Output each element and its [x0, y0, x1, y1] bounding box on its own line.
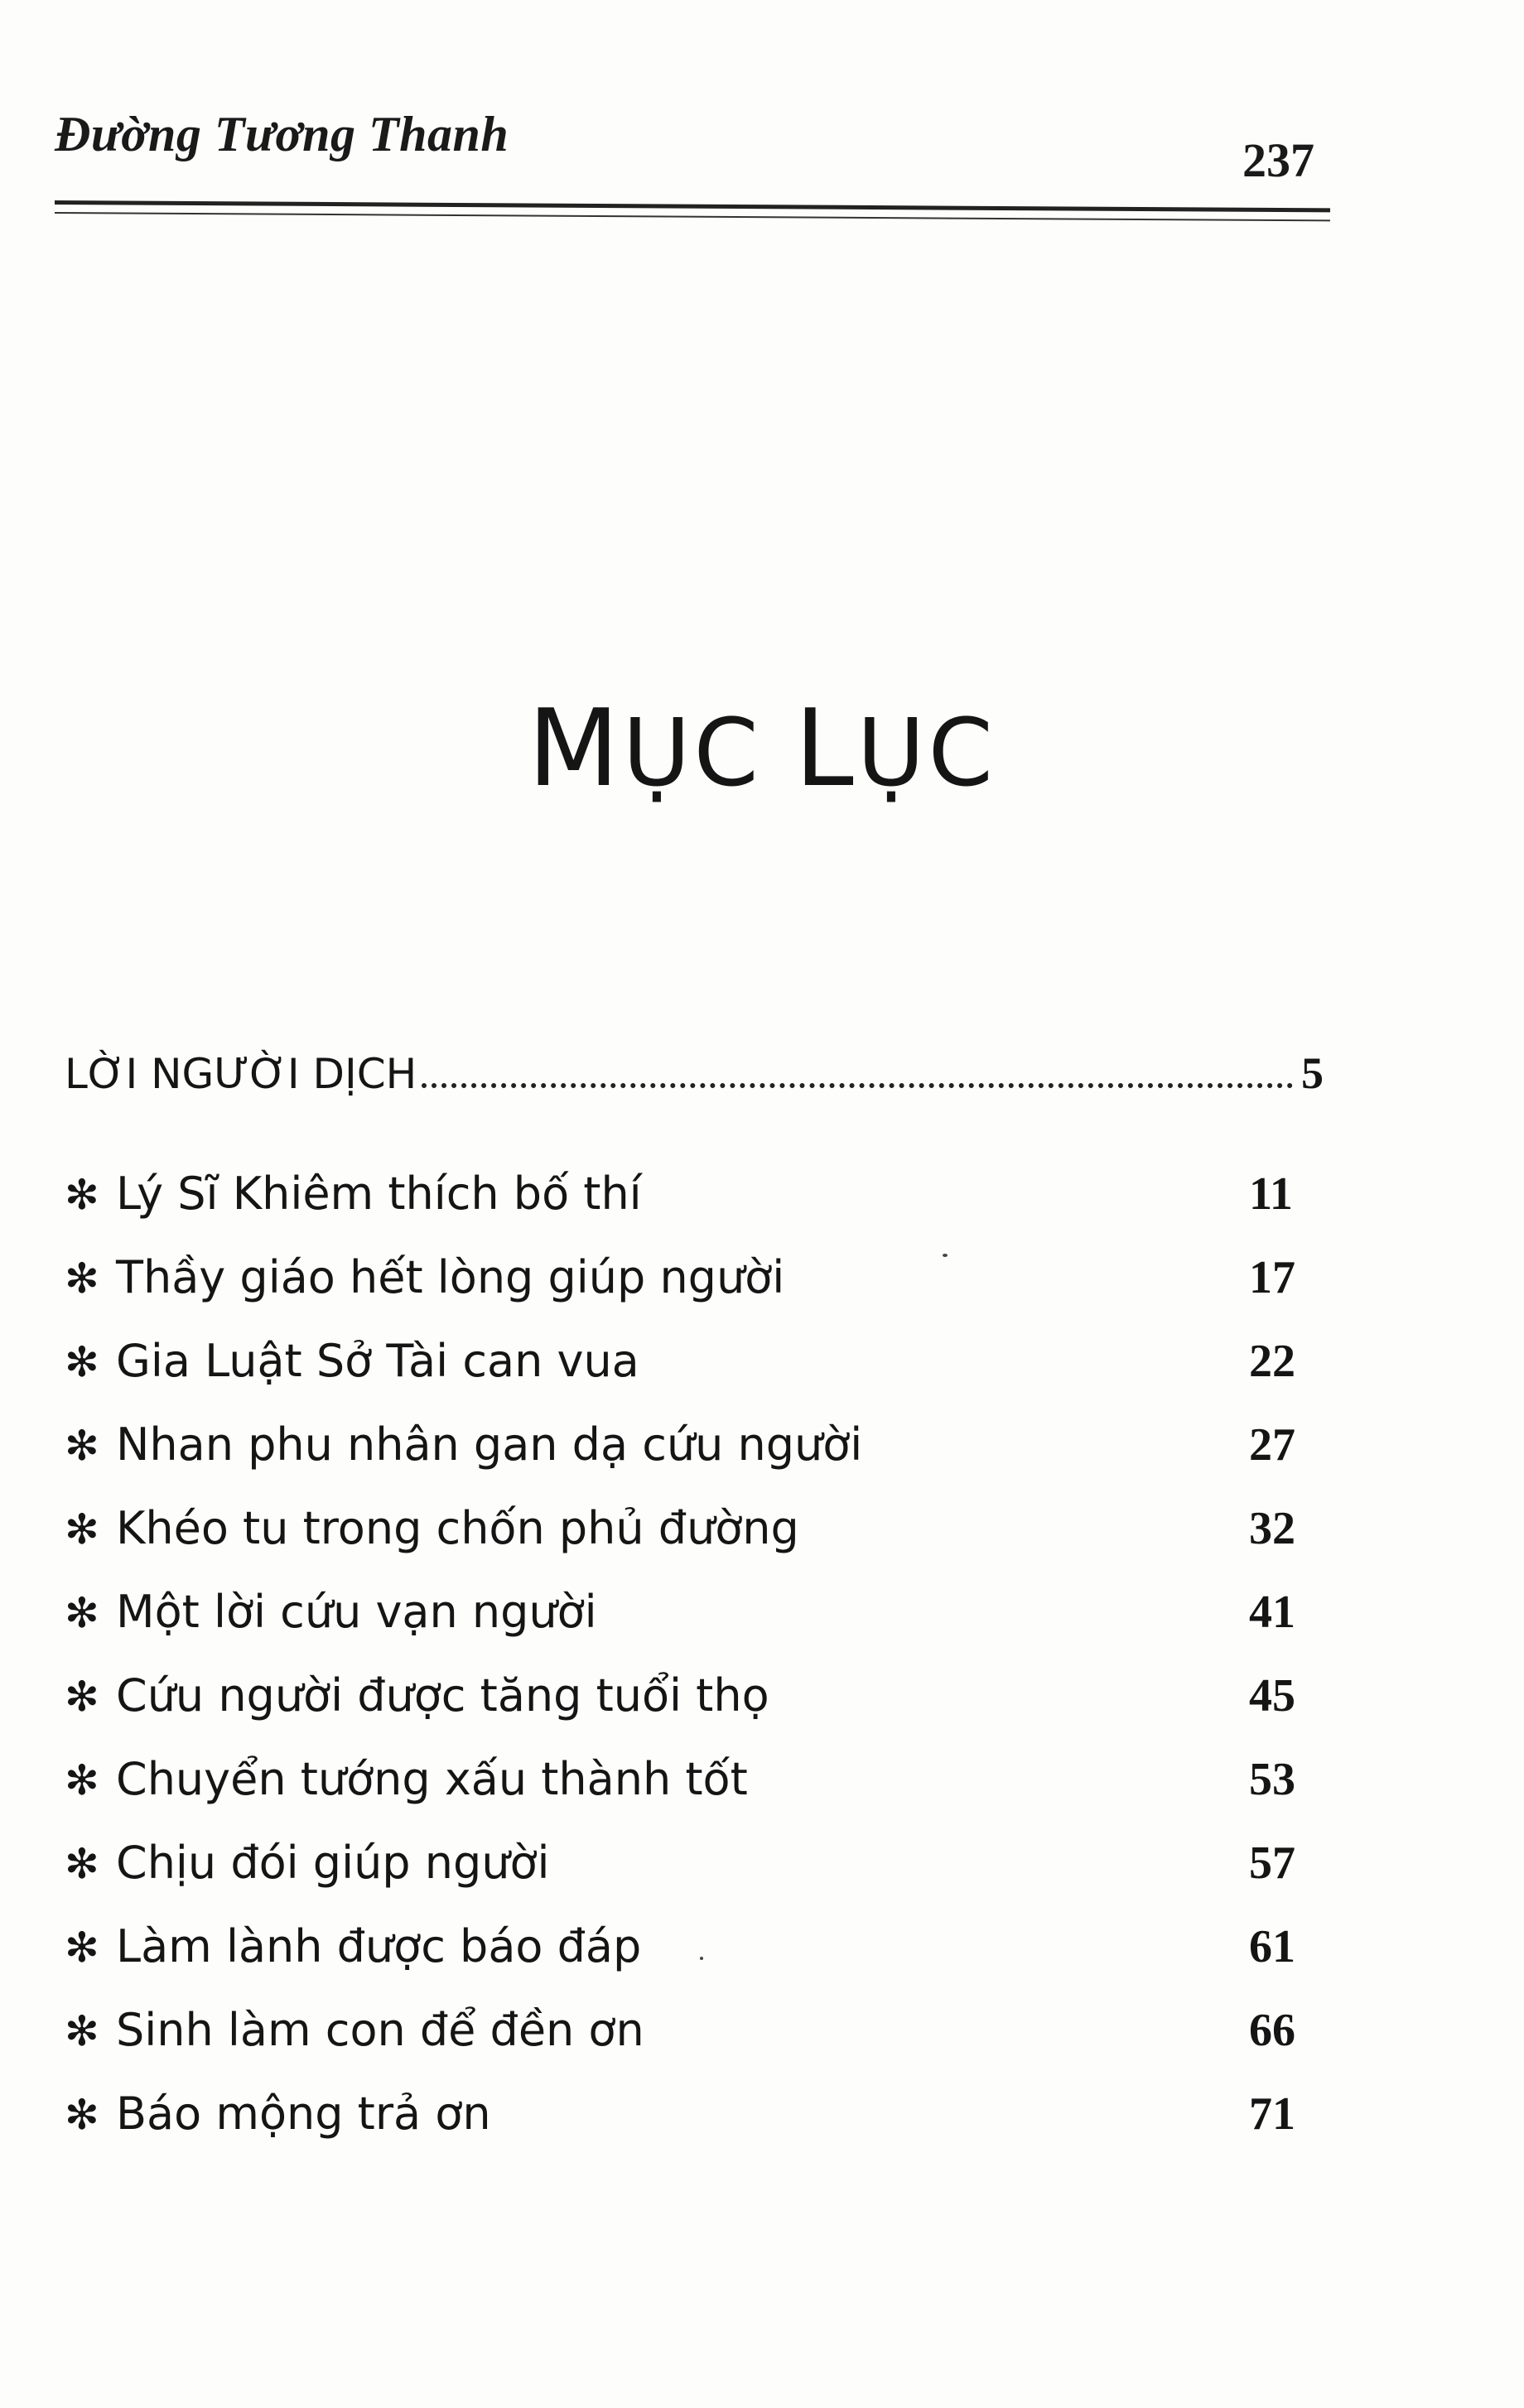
running-header-author: Đường Tương Thanh [55, 107, 509, 161]
toc-entry-title: Lý Sĩ Khiêm thích bố thí [116, 1168, 642, 1220]
toc-section-page: 5 [1301, 1048, 1324, 1098]
toc-entry[interactable] [65, 1586, 1324, 1669]
toc-entry-title: Cứu người được tăng tuổi thọ [116, 1669, 769, 1722]
header-rule-thin [55, 212, 1330, 221]
header-rule-thick [55, 200, 1330, 212]
asterisk-bullet-icon: ✻ [65, 1422, 99, 1470]
toc-entry[interactable] [65, 1418, 1324, 1502]
title-rest-2: ỤC [856, 700, 996, 807]
toc-entry-title: Nhan phu nhân gan dạ cứu người [116, 1418, 863, 1471]
toc-entry[interactable] [65, 1837, 1324, 1920]
toc-entry-page: 11 [1249, 1168, 1293, 1220]
toc-entry-page: 66 [1249, 2005, 1295, 2056]
toc-entry[interactable] [65, 1920, 1324, 2004]
asterisk-bullet-icon: ✻ [65, 1171, 99, 1219]
toc-list [65, 1168, 1324, 2171]
toc-entry-page: 61 [1249, 1921, 1295, 1972]
running-header-page-number: 237 [1242, 133, 1314, 187]
toc-entry-page: 53 [1249, 1754, 1295, 1805]
asterisk-bullet-icon: ✻ [65, 1673, 99, 1721]
page-title [0, 687, 1524, 811]
toc-entry[interactable] [65, 1502, 1324, 1586]
toc-entry-title: Chịu đói giúp người [116, 1837, 550, 1889]
asterisk-bullet-icon: ✻ [65, 1756, 99, 1804]
toc-entry[interactable] [65, 2004, 1324, 2088]
toc-entry-title: Chuyển tướng xấu thành tốt [116, 1753, 748, 1805]
toc-entry[interactable] [65, 1168, 1324, 1251]
asterisk-bullet-icon: ✻ [65, 1338, 99, 1386]
toc-entry-page: 45 [1249, 1670, 1295, 1722]
toc-entry[interactable] [65, 1251, 1324, 1335]
toc-entry-page: 57 [1249, 1837, 1295, 1889]
toc-entry-title: Gia Luật Sở Tài can vua [116, 1335, 639, 1387]
toc-entry-page: 32 [1249, 1503, 1295, 1554]
toc-entry-title: Một lời cứu vạn người [116, 1586, 597, 1638]
toc-entry-title: Khéo tu trong chốn phủ đường [116, 1502, 799, 1554]
scan-speck [943, 1254, 948, 1257]
toc-entry-page: 41 [1249, 1587, 1295, 1638]
toc-entry[interactable] [65, 1753, 1324, 1837]
scan-speck [700, 1957, 703, 1960]
asterisk-bullet-icon: ✻ [65, 1255, 99, 1303]
toc-entry-title: Làm lành được báo đáp [116, 1920, 642, 1972]
toc-entry-page: 27 [1249, 1419, 1295, 1471]
asterisk-bullet-icon: ✻ [65, 1840, 99, 1888]
toc-section-label: LỜI NGƯỜI DỊCH [65, 1050, 417, 1098]
asterisk-bullet-icon: ✻ [65, 1505, 99, 1553]
title-initial-m: M [528, 687, 623, 811]
toc-entry-page: 71 [1249, 2088, 1295, 2140]
toc-entry-title: Sinh làm con để đền ơn [116, 2004, 644, 2056]
toc-entry-title: Báo mộng trả ơn [116, 2088, 491, 2140]
toc-section-translator-note[interactable] [65, 1047, 1324, 1099]
asterisk-bullet-icon: ✻ [65, 2007, 99, 2055]
toc-entry-title: Thầy giáo hết lòng giúp người [116, 1251, 785, 1303]
title-rest-1: ỤC [622, 700, 762, 807]
toc-entry[interactable] [65, 1669, 1324, 1753]
dot-leader [422, 1083, 1293, 1088]
asterisk-bullet-icon: ✻ [65, 1589, 99, 1637]
asterisk-bullet-icon: ✻ [65, 1924, 99, 1972]
title-initial-l: L [794, 687, 857, 811]
toc-entry[interactable] [65, 1335, 1324, 1418]
asterisk-bullet-icon: ✻ [65, 2091, 99, 2139]
toc-entry[interactable] [65, 2088, 1324, 2171]
toc-entry-page: 22 [1249, 1336, 1295, 1387]
toc-entry-page: 17 [1249, 1252, 1295, 1303]
